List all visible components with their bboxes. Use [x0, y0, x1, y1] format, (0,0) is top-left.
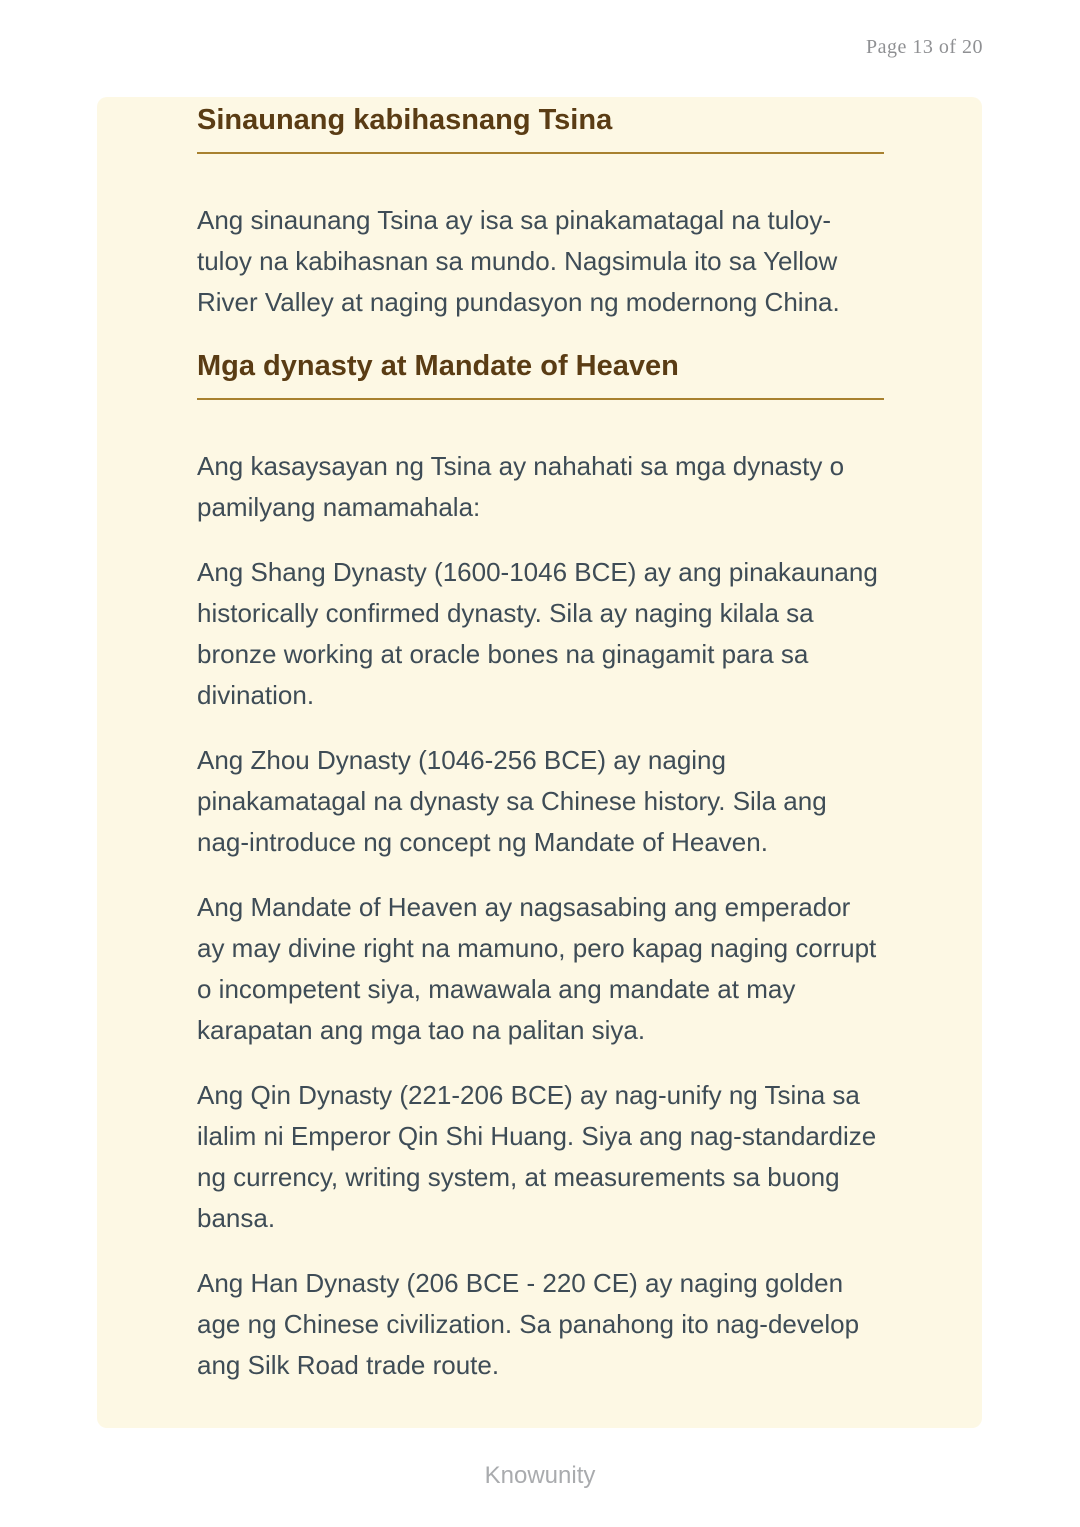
- paragraph: Ang Mandate of Heaven ay nagsasabing ang emperador ay may divine right na mamuno, pero kapag naging corrupt o incompetent siya, mawawala ang mandate at may karapatan ang mga tao na palitan siya.: [197, 892, 877, 1045]
- section-title: Mga dynasty at Mandate of Heaven: [197, 350, 679, 382]
- section-title: Sinaunang kabihasnang Tsina: [197, 104, 613, 136]
- paragraph: Ang kasaysayan ng Tsina ay nahahati sa mga dynasty o pamilyang namamahala:: [197, 451, 845, 522]
- section-ancient-china: [197, 101, 884, 323]
- paragraph: Ang Qin Dynasty (221-206 BCE) ay nag-unify ng Tsina sa ilalim ni Emperor Qin Shi Huang. Siya ang nag-standardize ng currency, writing system, at measurements sa buong bansa.: [197, 1080, 877, 1233]
- paragraph: Ang Shang Dynasty (1600-1046 BCE) ay ang pinakaunang historically confirmed dynasty. Sila ay naging kilala sa bronze working at oracle bones na ginagamit para sa divination.: [197, 557, 878, 710]
- footer-brand: Knowunity: [484, 1462, 596, 1489]
- section-divider: [197, 152, 884, 154]
- section-divider: [197, 398, 884, 400]
- paragraph: Ang sinaunang Tsina ay isa sa pinakamatagal na tuloy-tuloy na kabihasnan sa mundo. Nagsimula ito sa Yellow River Valley at naging pundasyon ng modernong China.: [197, 205, 840, 317]
- paragraph: Ang Han Dynasty (206 BCE - 220 CE) ay naging golden age ng Chinese civilization. Sa panahong ito nag-develop ang Silk Road trade route.: [197, 1268, 860, 1380]
- document-card: [97, 97, 982, 1428]
- page-indicator: Page 13 of 20: [865, 36, 983, 58]
- paragraph: Ang Zhou Dynasty (1046-256 BCE) ay naging pinakamatagal na dynasty sa Chinese history. Sila ang nag-introduce ng concept ng Mandate of Heaven.: [197, 745, 827, 857]
- section-dynasties: [197, 347, 884, 1386]
